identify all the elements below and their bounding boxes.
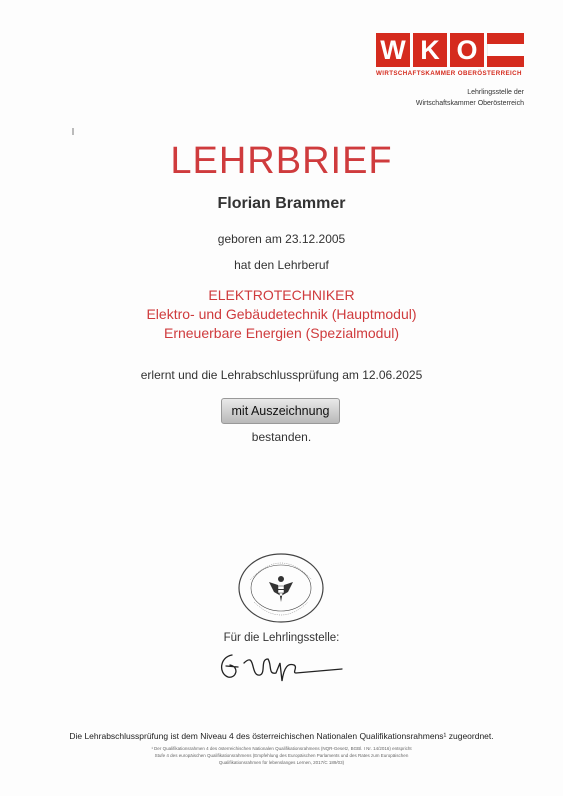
issuer-line-1: Lehrlingsstelle der: [467, 89, 524, 96]
logo-letter-o: O: [450, 33, 484, 67]
fine-print-line-1: ¹ Der Qualifikationsrahmen 4 des österreichischen Nationalen Qualifikationsrahmens (NQR-Gesetz, BGBl. I Nr. 14/2016) entspricht: [151, 746, 412, 751]
fine-print-line-3: Qualifikationsrahmen für lebenslanges Lernen, 2017/C 189/03): [218, 760, 345, 765]
logo-letter-w: W: [376, 33, 410, 67]
exam-date: erlernt und die Lehrabschlussprüfung am 12.06.2025: [140, 368, 423, 382]
logo-letter-k: K: [413, 33, 447, 67]
qualification-note: Die Lehrabschlussprüfung ist dem Niveau 4 des österreichischen Nationalen Qualifikationsrahmens¹ zugeordnet.: [69, 731, 494, 741]
wko-logo: [376, 33, 524, 77]
intro-text: hat den Lehrberuf: [234, 258, 329, 272]
main-module: Elektro- und Gebäudetechnik (Hauptmodul): [146, 306, 417, 322]
signature-label: Für die Lehrlingsstelle:: [223, 632, 340, 644]
birth-date: geboren am 23.12.2005: [217, 232, 346, 246]
special-module: Erneuerbare Energien (Spezialmodul): [163, 325, 400, 341]
distinction-badge: mit Auszeichnung: [221, 398, 340, 424]
fine-print-line-2: Stufe 4 des europäischen Qualifikationsrahmens (Empfehlung des Europäischen Parlaments und des Rates zum Europäischen: [154, 753, 409, 758]
certificate-title: LEHRBRIEF: [170, 140, 393, 182]
passed-text: bestanden.: [251, 430, 312, 444]
profession: ELEKTROTECHNIKER: [208, 287, 355, 303]
logo-subtitle: WIRTSCHAFTSKAMMER OBERÖSTERREICH: [376, 70, 522, 77]
flag-icon: [487, 33, 524, 67]
signature-image: [210, 645, 350, 685]
seal-stamp: [236, 552, 326, 624]
issuer-block: [416, 87, 524, 109]
issuer-line-2: Wirtschaftskammer Oberösterreich: [415, 100, 524, 107]
eagle-icon: [269, 576, 293, 602]
scan-mark: [72, 128, 74, 135]
recipient-name: Florian Brammer: [217, 195, 346, 212]
